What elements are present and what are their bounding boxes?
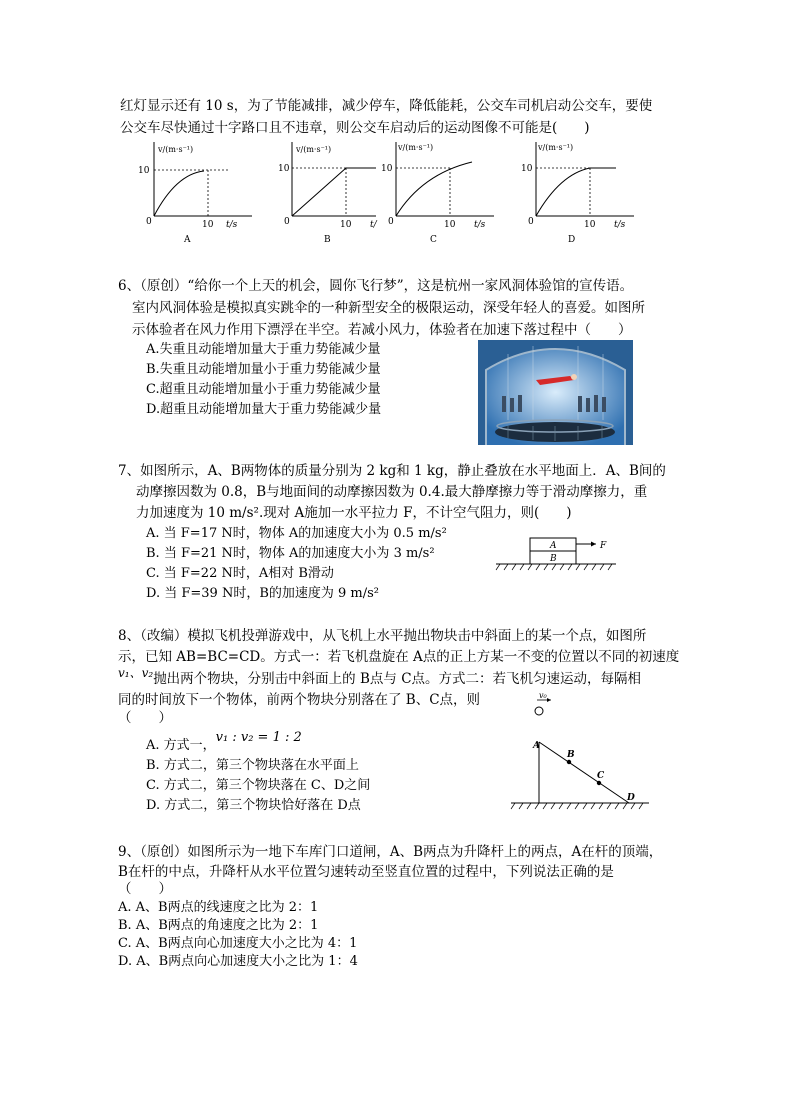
q6-option-a: A.失重且动能增加量大于重力势能减少量 [146,342,381,357]
q5c-ylabel: v/(m·s⁻¹) [398,143,434,152]
q5a-y10: 10 [138,166,150,176]
q7-text-line-1: 7、如图所示，A、B两物体的质量分别为 2 kg和 1 kg，静止叠放在水平地面上．A、B间的 [118,463,666,479]
q5b-letter: B [324,235,331,245]
q9-option-c: C. A、B两点向心加速度大小之比为 4：1 [118,936,358,951]
q5d-x10: 10 [584,220,596,230]
q6-option-b: B.失重且动能增加量小于重力势能减少量 [146,362,381,377]
q5-text-line-1: 红灯显示还有 10 s，为了节能减排，减少停车，降低能耗，公交车司机启动公交车，要使 [120,98,653,114]
q5b-ylabel: v/(m·s⁻¹) [296,145,332,154]
q5-graph-d [522,140,642,245]
q8-option-c: C. 方式二，第三个物块落在 C、D之间 [146,778,371,793]
q5-graph-b [280,140,390,245]
q8-text-line-1: 8、（改编）模拟飞机投弹游戏中，从飞机上水平抛出物块击中斜面上的某一个点，如图所 [118,628,647,644]
q5c-tlabel: t/s [474,220,486,230]
q6-option-c: C.超重且动能增加量小于重力势能减少量 [146,382,381,397]
q5d-y10: 10 [521,164,533,174]
q9-option-a: A. A、B两点的线速度之比为 2：1 [118,900,319,915]
slope-ground-hatch [511,803,643,809]
point-c [597,781,601,785]
q7-option-a: A. 当 F=17 N时，物体 A的加速度大小为 0.5 m/s² [146,526,447,541]
q6-text-line-3: 示体验者在风力作用下漂浮在半空。若减小风力，体验者在加速下落过程中（ ） [132,322,632,338]
q5d-origin: 0 [528,217,534,227]
q7-text-line-2: 动摩擦因数为 0.8，B与地面间的动摩擦因数为 0.4.最大静摩擦力等于滑动摩擦力，重 [136,484,648,500]
q8-label-a: A [533,741,540,751]
q8-v0-label: v₀ [539,691,547,700]
q7-option-d: D. 当 F=39 N时，B的加速度为 9 m/s² [146,586,379,601]
q6-text-line-1: 6、（原创）“给你一个上天的机会，圆你飞行梦”，这是杭州一家风洞体验馆的宣传语。 [118,278,634,294]
q8-label-b: B [567,750,575,760]
q9-text-line-2: B在杆的中点，升降杆从水平位置匀速转动至竖直位置的过程中，下列说法正确的是 [118,864,614,880]
q8-label-d: D [627,793,635,803]
q5c-origin: 0 [388,217,394,227]
q7-label-a: A [550,541,557,551]
q9-text-line-1: 9、（原创）如图所示为一地下车库门口道闸，A、B两点为升降杆上的两点，A在杆的顶端， [118,844,663,860]
q7-option-b: B. 当 F=21 N时，物体 A的加速度大小为 3 m/s² [146,546,435,561]
projectile-icon [535,707,543,715]
wind-tunnel-photo [478,340,633,445]
q8-option-d: D. 方式二，第三个物块恰好落在 D点 [146,798,361,813]
q5d-tlabel: t/s [614,220,626,230]
q6-text-line-2: 室内风洞体验是模拟真实跳伞的一种新型安全的极限运动，深受年轻人的喜爱。如图所 [132,300,645,316]
q9-text-line-3: （ ） [118,881,172,897]
q5a-origin: 0 [146,217,152,227]
q7-option-c: C. 当 F=22 N时，A相对 B滑动 [146,566,334,581]
q5b-x10: 10 [340,220,352,230]
q8-option-b: B. 方式二，第三个物块落在水平面上 [146,758,359,773]
q5d-letter: D [568,235,576,245]
q5-graph-c [382,140,502,245]
q5b-origin: 0 [284,217,290,227]
q8-option-a-math: v₁ : v₂ = 1 : 2 [215,730,302,745]
q8-label-c: C [597,771,605,781]
q5-graph-a [140,140,260,245]
q9-option-d: D. A、B两点向心加速度大小之比为 1：4 [118,954,358,969]
q5a-letter: A [184,235,191,245]
q8-option-a [146,730,302,756]
q5-text-line-2: 公交车尽快通过十字路口且不违章，则公交车启动后的运动图像不可能是( ) [120,120,590,136]
q5a-ylabel: v/(m·s⁻¹) [158,145,194,154]
q5c-letter: C [430,235,437,245]
q8-text-line-5: （ ） [118,710,172,726]
point-b [567,760,571,764]
q7-blocks-figure [492,534,622,576]
q8-text-line-2: 示，已知 AB=BC=CD。方式一：若飞机盘旋在 A点的正上方某一不变的位置以不同的初速度 [118,649,680,665]
q5b-tlabel: t/ [370,220,377,230]
q8-text-line-3-rest: 抛出两个物块，分别击中斜面上的 B点与 C点。方式二：若飞机匀速运动，每隔相 [153,671,642,687]
q7-label-b: B [550,554,557,564]
q7-label-f: F [600,541,607,551]
q8-slope-figure [505,686,655,814]
q5a-x10: 10 [202,220,214,230]
q9-option-b: B. A、B两点的角速度之比为 2：1 [118,918,319,933]
q5c-x10: 10 [444,220,456,230]
q7-text-line-3: 力加速度为 10 m/s².现对 A施加一水平拉力 F，不计空气阻力，则( ) [136,505,572,521]
q5a-tlabel: t/s [226,220,238,230]
q6-option-d: D.超重且动能增加量大于重力势能减少量 [146,402,382,417]
q8-text-line-4: 同的时间放下一个物体，前两个物块分别落在了 B、C点，则 [118,692,481,708]
q8-option-a-prefix: A. 方式一， [146,738,216,753]
q5b-y10: 10 [278,164,290,174]
q5c-y10: 10 [381,164,393,174]
ground-hatch [496,564,612,570]
q5d-ylabel: v/(m·s⁻¹) [538,143,574,152]
q8-v1v2-math: v₁、v₂ [118,666,154,680]
